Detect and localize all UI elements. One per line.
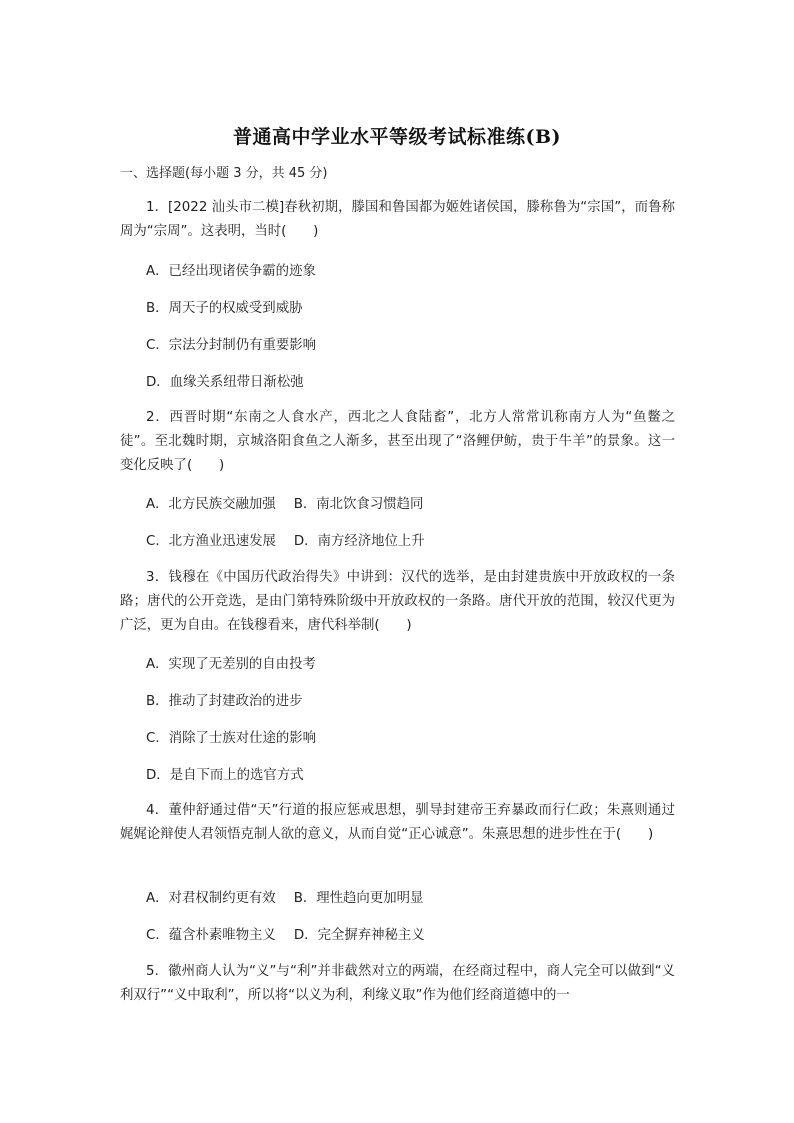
question-4-option-a[interactable]: A．对君权制约更有效 xyxy=(146,891,276,906)
question-3-option-d[interactable]: D．是自下而上的选官方式 xyxy=(146,768,304,783)
question-3-option-a[interactable]: A．实现了无差别的自由投考 xyxy=(146,657,316,672)
question-stem-5: 5．徽州商人认为“义”与“利”并非截然对立的两端，在经商过程中，商人完全可以做到“义利双行”“义中取利”，所以将“以义为利，利缘义取”作为他们经商道德中的一 xyxy=(120,964,675,1003)
page-title: 普通高中学业水平等级考试标准练(B) xyxy=(232,126,562,148)
question-4-options-row-2 xyxy=(146,924,425,943)
question-2-option-a[interactable]: A．北方民族交融加强 xyxy=(146,497,276,512)
question-stem-3: 3．钱穆在《中国历代政治得失》中讲到：汉代的选举，是由封建贵族中开放政权的一条路；唐代的公开竞选，是由门第特殊阶级中开放政权的一条路。唐代开放的范围，较汉代更为广泛，更为自由。在钱穆看来，唐代科举制( ) xyxy=(120,570,675,633)
question-2-option-c[interactable]: C．北方渔业迅速发展 xyxy=(146,534,276,549)
question-3-option-b[interactable]: B．推动了封建政治的进步 xyxy=(146,694,303,709)
question-stem-2: 2．西晋时期“东南之人食水产，西北之人食陆畜”，北方人常常讥称南方人为“鱼鳖之徒”。至北魏时期，京城洛阳食鱼之人渐多，甚至出现了“洛鲤伊鲂，贵于牛羊”的景象。这一变化反映了( ) xyxy=(120,410,675,473)
question-4-option-d[interactable]: D．完全摒弃神秘主义 xyxy=(293,928,425,943)
question-2-option-b[interactable]: B．南北饮食习惯趋同 xyxy=(293,497,424,512)
question-1-option-a[interactable]: A．已经出现诸侯争霸的迹象 xyxy=(146,264,316,279)
question-4-option-b[interactable]: B．理性趋向更加明显 xyxy=(293,891,424,906)
question-2-options-row-2 xyxy=(146,530,425,549)
question-1-option-d[interactable]: D．血缘关系纽带日渐松弛 xyxy=(146,375,304,390)
question-1-option-c[interactable]: C．宗法分封制仍有重要影响 xyxy=(146,338,317,353)
question-4-option-c[interactable]: C．蕴含朴素唯物主义 xyxy=(146,928,276,943)
question-stem-1: 1．[2022 汕头市二模]春秋初期，滕国和鲁国都为姬姓诸侯国，滕称鲁为“宗国”，而鲁称周为“宗周”。这表明，当时( ) xyxy=(120,200,675,239)
question-3-option-c[interactable]: C．消除了士族对仕途的影响 xyxy=(146,731,317,746)
question-2-option-d[interactable]: D．南方经济地位上升 xyxy=(293,534,425,549)
question-1-option-b[interactable]: B．周天子的权威受到威胁 xyxy=(146,301,303,316)
question-stem-4: 4．董仲舒通过借“天”行道的报应惩戒思想，驯导封建帝王弃暴政而行仁政；朱熹则通过娓娓论辩使人君领悟克制人欲的意义，从而自觉“正心诚意”。朱熹思想的进步性在于( ) xyxy=(120,803,675,842)
question-4-options-row-1 xyxy=(146,887,423,906)
section-heading: 一、选择题(每小题 3 分，共 45 分) xyxy=(120,166,328,181)
question-2-options-row-1 xyxy=(146,493,423,512)
